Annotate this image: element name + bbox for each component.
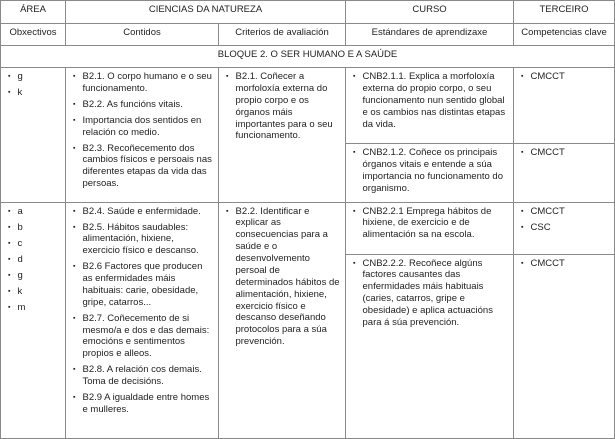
- list-item-text: CNB2.1.1. Explica a morfoloxía externa do propio corpo, o seu funcionamento nun sentido global e os cambios nas distintas etapas da vida.: [362, 71, 506, 130]
- list-item-text: CMCCT: [530, 71, 565, 82]
- bullet-icon: ▪: [73, 100, 76, 108]
- bullet-icon: ▪: [8, 255, 11, 263]
- table-row: [1, 68, 615, 144]
- list-item-text: Importancia dos sentidos en relación co medio.: [82, 114, 202, 138]
- list-item: [353, 206, 508, 242]
- list-item: [8, 302, 60, 314]
- list-item-text: B2.1. Coñecer a morfoloxía externa do propio corpo e os órganos máis importantes para o seu funcionamento.: [235, 71, 333, 142]
- list-item: [521, 222, 609, 234]
- block-title: BLOQUE 2. O SER HUMANO E A SAÚDE: [1, 46, 615, 68]
- list-item: [73, 392, 213, 416]
- column-header-obxectivos: Obxectivos: [1, 24, 66, 46]
- list-item-text: B2.3. Recoñecemento dos cambios físicos e persoais nas diferentes etapas da vida das persoas.: [82, 142, 212, 190]
- bullet-icon: ▪: [73, 116, 76, 124]
- obxectivos-list: [6, 206, 60, 314]
- estandares-list: [351, 258, 508, 329]
- bullet-icon: ▪: [8, 89, 11, 96]
- list-item: [353, 258, 508, 329]
- list-item-text: B2.4. Saúde e enfermidade.: [82, 205, 201, 217]
- list-item-text: B2.8. A relación cos demais. Toma de decisións.: [82, 364, 202, 387]
- list-item: [73, 222, 213, 258]
- estandares-list: [351, 206, 508, 242]
- estandares-cell: [346, 254, 514, 438]
- bullet-icon: ▪: [226, 73, 229, 80]
- list-item: [8, 286, 60, 298]
- competencias-list: [519, 147, 609, 159]
- criterios-cell: [219, 202, 346, 438]
- list-item-text: g: [17, 71, 23, 82]
- list-item-text: CMCCT: [530, 257, 565, 269]
- list-item: [8, 254, 60, 266]
- header-curso-value-cell: TERCEIRO: [514, 1, 615, 24]
- bullet-icon: ▪: [8, 73, 11, 80]
- estandares-cell: [346, 144, 514, 203]
- column-header-contidos: Contidos: [66, 24, 219, 46]
- bullet-icon: ▪: [73, 73, 76, 80]
- obxectivos-cell: [1, 202, 66, 438]
- list-item: [226, 71, 340, 142]
- header-area-cell: ÁREA: [1, 1, 66, 24]
- list-item-text: CMCCT: [530, 147, 565, 158]
- list-item-text: k: [17, 87, 23, 98]
- list-item-text: B2.6 Factores que producen as enfermidades máis habituais: carie, obesidade, gripe, catarros...: [82, 261, 203, 308]
- list-item-text: k: [17, 285, 23, 297]
- contidos-cell: [66, 202, 219, 438]
- list-item-text: b: [17, 221, 23, 233]
- bullet-icon: ▪: [73, 263, 76, 271]
- list-item-text: B2.9 A igualdade entre homes e mulleres.: [82, 391, 210, 415]
- bullet-icon: ▪: [521, 207, 524, 215]
- list-item: [521, 206, 609, 218]
- column-header-competencias: Competencias clave: [514, 24, 615, 46]
- criterios-cell: [219, 68, 346, 203]
- competencias-cell: [514, 202, 615, 254]
- list-item: [73, 261, 213, 309]
- bullet-icon: ▪: [8, 239, 11, 247]
- list-item-text: c: [17, 237, 23, 249]
- list-item-text: B2.1. O corpo humano e o seu funcionamento.: [82, 71, 212, 94]
- competencias-cell: [514, 254, 615, 438]
- bullet-icon: ▪: [521, 259, 524, 267]
- header-row-1: [1, 1, 615, 24]
- competencias-cell: [514, 68, 615, 144]
- list-item: [73, 71, 213, 95]
- bullet-icon: ▪: [73, 366, 76, 374]
- header-row-2: [1, 24, 615, 46]
- list-item-text: g: [17, 269, 23, 281]
- list-item-text: CNB2.2.2. Recoñece algúns factores causantes das enfermidades máis habituais (caries, catarros, gripe e obesidade) e aplica actuacións para á súa prevención.: [362, 257, 493, 328]
- list-item-text: B2.5. Hábitos saudables: alimentación, hixiene, exercicio físico e descanso.: [82, 221, 199, 257]
- criterios-list: [224, 206, 340, 349]
- list-item-text: B2.2. Identificar e explicar as consecuencias para a saúde e o desenvolvemento persoal de determinados hábitos de alimentación, hixiene, exercicio físico e descanso deseñando protocolos para a súa prevención.: [235, 205, 340, 348]
- list-item: [353, 71, 508, 130]
- list-item-text: B2.7. Coñecemento de si mesmo/a e dos e das demais: emocións e sentimentos propios e alleos.: [82, 312, 210, 360]
- list-item-text: CSC: [530, 221, 551, 233]
- list-item-text: CMCCT: [530, 205, 565, 217]
- bullet-icon: ▪: [8, 287, 11, 295]
- estandares-list: [351, 147, 508, 195]
- list-item: [73, 143, 213, 191]
- block-title-row: [1, 46, 615, 68]
- competencias-list: [519, 206, 609, 234]
- bullet-icon: ▪: [353, 207, 356, 215]
- bullet-icon: ▪: [226, 207, 229, 215]
- list-item: [8, 206, 60, 218]
- bullet-icon: ▪: [521, 149, 524, 156]
- list-item: [73, 115, 213, 139]
- competencias-list: [519, 258, 609, 270]
- column-header-criterios: Criterios de avaliación: [219, 24, 346, 46]
- bullet-icon: ▪: [73, 207, 76, 215]
- list-item: [521, 147, 609, 159]
- estandares-cell: [346, 68, 514, 144]
- table-row: [1, 202, 615, 254]
- contidos-cell: [66, 68, 219, 203]
- list-item-text: m: [17, 301, 26, 313]
- list-item: [73, 206, 213, 218]
- header-subject-cell: CIENCIAS DA NATUREZA: [66, 1, 346, 24]
- criterios-list: [224, 71, 340, 142]
- list-item-text: a: [17, 205, 23, 217]
- estandares-list: [351, 71, 508, 130]
- list-item: [8, 238, 60, 250]
- list-item: [8, 270, 60, 282]
- list-item-text: CNB2.2.1 Emprega hábitos de hixiene, de exercicio e de alimentación sa na escola.: [362, 205, 492, 241]
- bullet-icon: ▪: [73, 393, 76, 401]
- list-item-text: CNB2.1.2. Coñece os principais órganos vitais e entende a súa importancia no funcionamento do organismo.: [362, 147, 503, 194]
- header-curso-cell: CURSO: [346, 1, 514, 24]
- contidos-list: [71, 206, 213, 416]
- bullet-icon: ▪: [73, 314, 76, 322]
- list-item: [353, 147, 508, 195]
- column-header-estandares: Estándares de aprendizaxe: [346, 24, 514, 46]
- bullet-icon: ▪: [8, 207, 11, 215]
- bullet-icon: ▪: [73, 223, 76, 231]
- list-item: [8, 71, 60, 83]
- competencias-list: [519, 71, 609, 83]
- list-item: [73, 99, 213, 111]
- bullet-icon: ▪: [73, 144, 76, 152]
- bullet-icon: ▪: [353, 149, 356, 156]
- obxectivos-list: [6, 71, 60, 99]
- list-item: [226, 206, 340, 349]
- list-item-text: d: [17, 253, 23, 265]
- bullet-icon: ▪: [353, 259, 356, 267]
- obxectivos-cell: [1, 68, 66, 203]
- contidos-list: [71, 71, 213, 190]
- bullet-icon: ▪: [8, 303, 11, 311]
- list-item: [73, 313, 213, 361]
- list-item: [73, 364, 213, 388]
- bullet-icon: ▪: [8, 223, 11, 231]
- bullet-icon: ▪: [521, 223, 524, 231]
- list-item: [8, 222, 60, 234]
- bullet-icon: ▪: [521, 73, 524, 80]
- competencias-cell: [514, 144, 615, 203]
- list-item-text: B2.2. As funcións vitais.: [82, 98, 183, 110]
- estandares-cell: [346, 202, 514, 254]
- list-item: [521, 71, 609, 83]
- bullet-icon: ▪: [353, 73, 356, 80]
- bullet-icon: ▪: [8, 271, 11, 279]
- list-item: [8, 87, 60, 99]
- list-item: [521, 258, 609, 270]
